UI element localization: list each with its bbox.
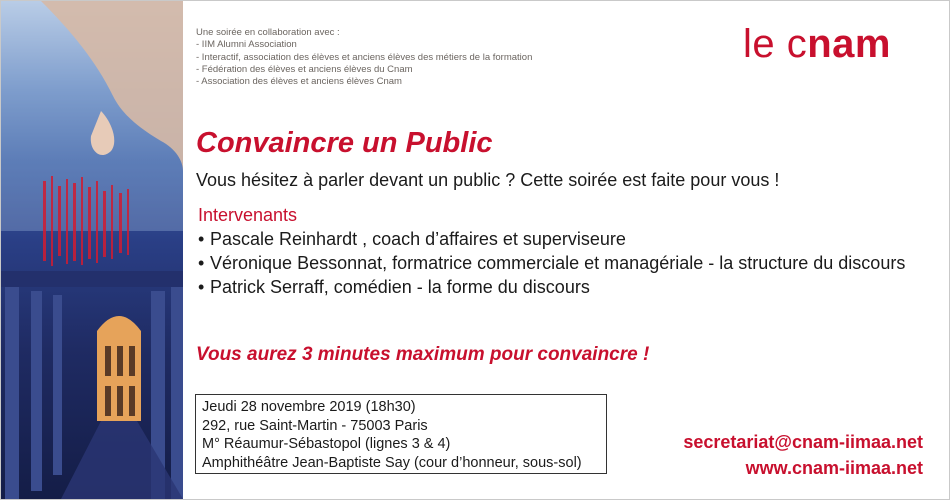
speaker-item (198, 227, 938, 251)
bullet-icon: • (198, 253, 205, 273)
partner-item: - IIM Alumni Association (196, 39, 297, 51)
speaker-text: Patrick Serraff, comédien - la forme du discours (210, 277, 590, 297)
cnam-logo (743, 21, 891, 67)
contact-website-link[interactable]: www.cnam-iimaa.net (745, 458, 923, 478)
partner-item: - Interactif, association des élèves et anciens élèves des métiers de la formation (196, 51, 533, 63)
speaker-item (198, 251, 938, 275)
bullet-icon: • (198, 229, 205, 249)
contact-email-link[interactable]: secretariat@cnam-iimaa.net (683, 432, 923, 452)
speaker-item (198, 275, 938, 299)
event-subtitle: Vous hésitez à parler devant un public ? Cette soirée est faite pour vous ! (196, 170, 780, 190)
event-date: Jeudi 28 novembre 2019 (18h30) (202, 399, 416, 415)
partner-item: - Association des élèves et anciens élèves Cnam (196, 76, 402, 88)
speaker-text: Pascale Reinhardt , coach d’affaires et superviseure (210, 229, 626, 249)
event-title: Convaincre un Public (196, 127, 493, 159)
event-address: 292, rue Saint-Martin - 75003 Paris (202, 417, 428, 434)
partner-item: - Fédération des élèves et anciens élèves du Cnam (196, 63, 413, 75)
speakers-section (198, 203, 938, 299)
bullet-icon: • (198, 277, 205, 297)
event-details-box (195, 394, 607, 474)
logo-bold: nam (807, 22, 891, 66)
logo-prefix: le c (743, 22, 808, 66)
contact-block (683, 429, 923, 481)
callout-text: Vous aurez 3 minutes maximum pour convaincre ! (196, 344, 650, 365)
photo-illustration (1, 1, 183, 499)
collaboration-block (196, 27, 532, 88)
decorative-photo (1, 1, 183, 499)
event-metro: M° Réaumur-Sébastopol (lignes 3 & 4) (202, 436, 451, 452)
speaker-text: Véronique Bessonnat, formatrice commerciale et managériale - la structure du discours (210, 253, 906, 273)
speakers-heading: Intervenants (198, 205, 298, 225)
speakers-list (198, 227, 938, 299)
collaboration-intro: Une soirée en collaboration avec : (196, 27, 340, 38)
event-room: Amphithéâtre Jean-Baptiste Say (cour d’honneur, sous-sol) (202, 454, 582, 471)
